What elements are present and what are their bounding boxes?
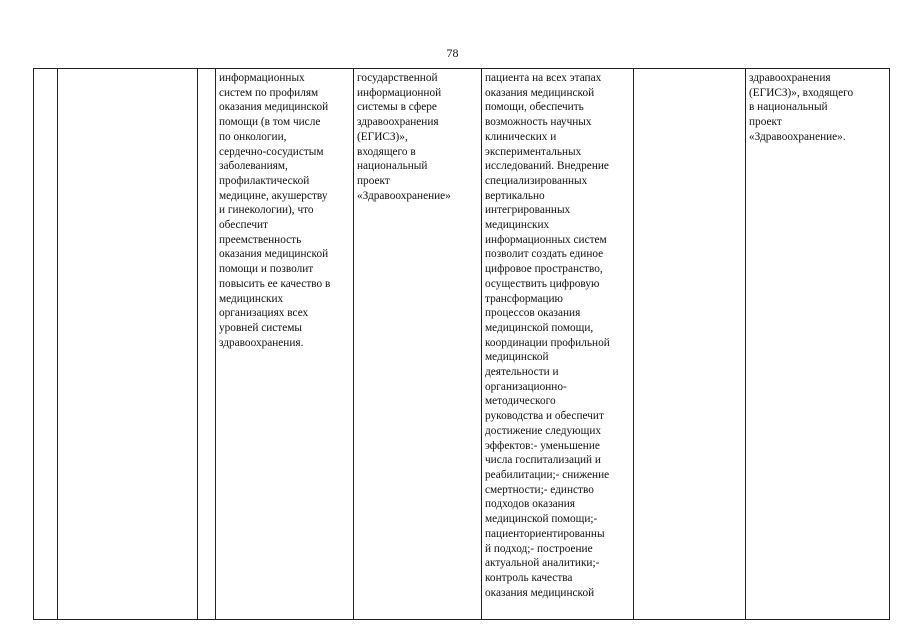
cell-text-line: реабилитации;- снижение xyxy=(485,468,610,481)
cell-text-line: й подход;- построение xyxy=(485,542,593,555)
table-cell-6 xyxy=(482,69,634,620)
cell-text-line: медицинских xyxy=(485,219,550,232)
cell-text-line: системы в сфере xyxy=(357,101,437,114)
cell-text-line: координации профильной xyxy=(485,336,610,349)
cell-text-line: в национальный xyxy=(749,101,828,114)
table-cell-3 xyxy=(198,69,216,620)
cell-text-line: контроль качества xyxy=(485,571,573,584)
cell-text-line: процессов оказания xyxy=(485,307,581,320)
cell-text-line: уровней системы xyxy=(219,321,302,334)
table-cell-8 xyxy=(746,69,890,620)
cell-text-line: здравоохранения. xyxy=(219,336,304,349)
cell-text-line: клинических и xyxy=(485,130,557,143)
cell-text-line: числа госпитализаций и xyxy=(485,454,601,467)
cell-text-line: организациях всех xyxy=(219,307,309,320)
table-row xyxy=(34,69,890,620)
cell-text-line: обеспечит xyxy=(219,219,268,232)
table-cell-2 xyxy=(58,69,198,620)
cell-text-line: оказания медицинской xyxy=(485,586,595,599)
cell-text-line: здравоохранения xyxy=(357,116,439,129)
cell-text-line: осуществить цифровую xyxy=(485,277,600,290)
cell-text-line: и гинекологии), что xyxy=(219,204,314,217)
page-number: 78 xyxy=(446,46,459,60)
cell-text-line: систем по профилям xyxy=(219,86,319,99)
cell-text-line: пациенториентированны xyxy=(485,527,605,540)
cell-text-line: медицинских xyxy=(219,292,284,305)
cell-text-line: сердечно-сосудистым xyxy=(219,145,324,158)
cell-text-line: профилактической xyxy=(219,174,310,187)
cell-text-line: достижение следующих xyxy=(485,424,602,437)
cell-text-line: оказания медицинской xyxy=(219,101,329,114)
table-cell-5 xyxy=(354,69,482,620)
cell-text-line: национальный xyxy=(357,160,428,173)
cell-text-line: информационных систем xyxy=(485,233,607,246)
cell-text-line: повысить ее качество в xyxy=(219,277,331,290)
table-cell-7 xyxy=(634,69,746,620)
cell-text-line: оказания медицинской xyxy=(219,248,329,261)
cell-text-line: вертикально xyxy=(485,189,545,202)
cell-text-line: эффектов:- уменьшение xyxy=(485,439,600,452)
cell-text-line: специализированных xyxy=(485,174,588,187)
cell-text-line: проект xyxy=(749,116,782,129)
cell-text-line: руководства и обеспечит xyxy=(485,410,604,423)
document-table xyxy=(33,68,890,620)
cell-text-line: исследований. Внедрение xyxy=(485,160,609,173)
cell-text-line: возможность научных xyxy=(485,116,592,129)
cell-text-line: актуальной аналитики;- xyxy=(485,557,600,570)
cell-text-line: смертности;- единство xyxy=(485,483,594,496)
cell-text-line: «Здравоохранение». xyxy=(749,130,846,143)
cell-text-line: медицинской xyxy=(485,351,549,364)
cell-text-line: экспериментальных xyxy=(485,145,582,158)
cell-text-line: заболеваниям, xyxy=(219,160,288,173)
cell-text-line: информационной xyxy=(357,86,442,99)
cell-text-line: здравоохранения xyxy=(749,72,831,84)
cell-text-line: медицинской помощи, xyxy=(485,321,594,334)
cell-text-line: цифровое пространство, xyxy=(485,263,603,276)
cell-text-line: входящего в xyxy=(357,145,416,158)
table-cell-1 xyxy=(34,69,58,620)
cell-text-line: помощи, обеспечить xyxy=(485,101,584,114)
cell-text-line: медицине, акушерству xyxy=(219,189,328,202)
cell-text-line: методического xyxy=(485,395,556,408)
cell-text-line: (ЕГИСЗ)», входящего xyxy=(749,86,854,99)
cell-text-line: подходов оказания xyxy=(485,498,575,511)
cell-text-line: организационно- xyxy=(485,380,567,393)
table-cell-4 xyxy=(216,69,354,620)
cell-text-line: (ЕГИСЗ)», xyxy=(357,130,408,143)
cell-text-line: проект xyxy=(357,174,390,187)
cell-text-line: государственной xyxy=(357,72,438,84)
cell-text-line: помощи и позволит xyxy=(219,263,314,276)
cell-text-line: интегрированных xyxy=(485,204,571,217)
cell-text-line: «Здравоохранение» xyxy=(357,189,451,202)
cell-text-line: информационных xyxy=(219,72,305,84)
cell-text-line: по онкологии, xyxy=(219,130,287,143)
cell-text-line: трансформацию xyxy=(485,292,563,305)
cell-text-line: преемственность xyxy=(219,233,302,246)
cell-text-line: позволит создать единое xyxy=(485,248,604,261)
cell-text-line: оказания медицинской xyxy=(485,86,595,99)
cell-text-line: деятельности и xyxy=(485,366,559,379)
cell-text-line: медицинской помощи;- xyxy=(485,513,598,526)
cell-text-line: помощи (в том числе xyxy=(219,116,321,129)
cell-text-line: пациента на всех этапах xyxy=(485,72,602,84)
